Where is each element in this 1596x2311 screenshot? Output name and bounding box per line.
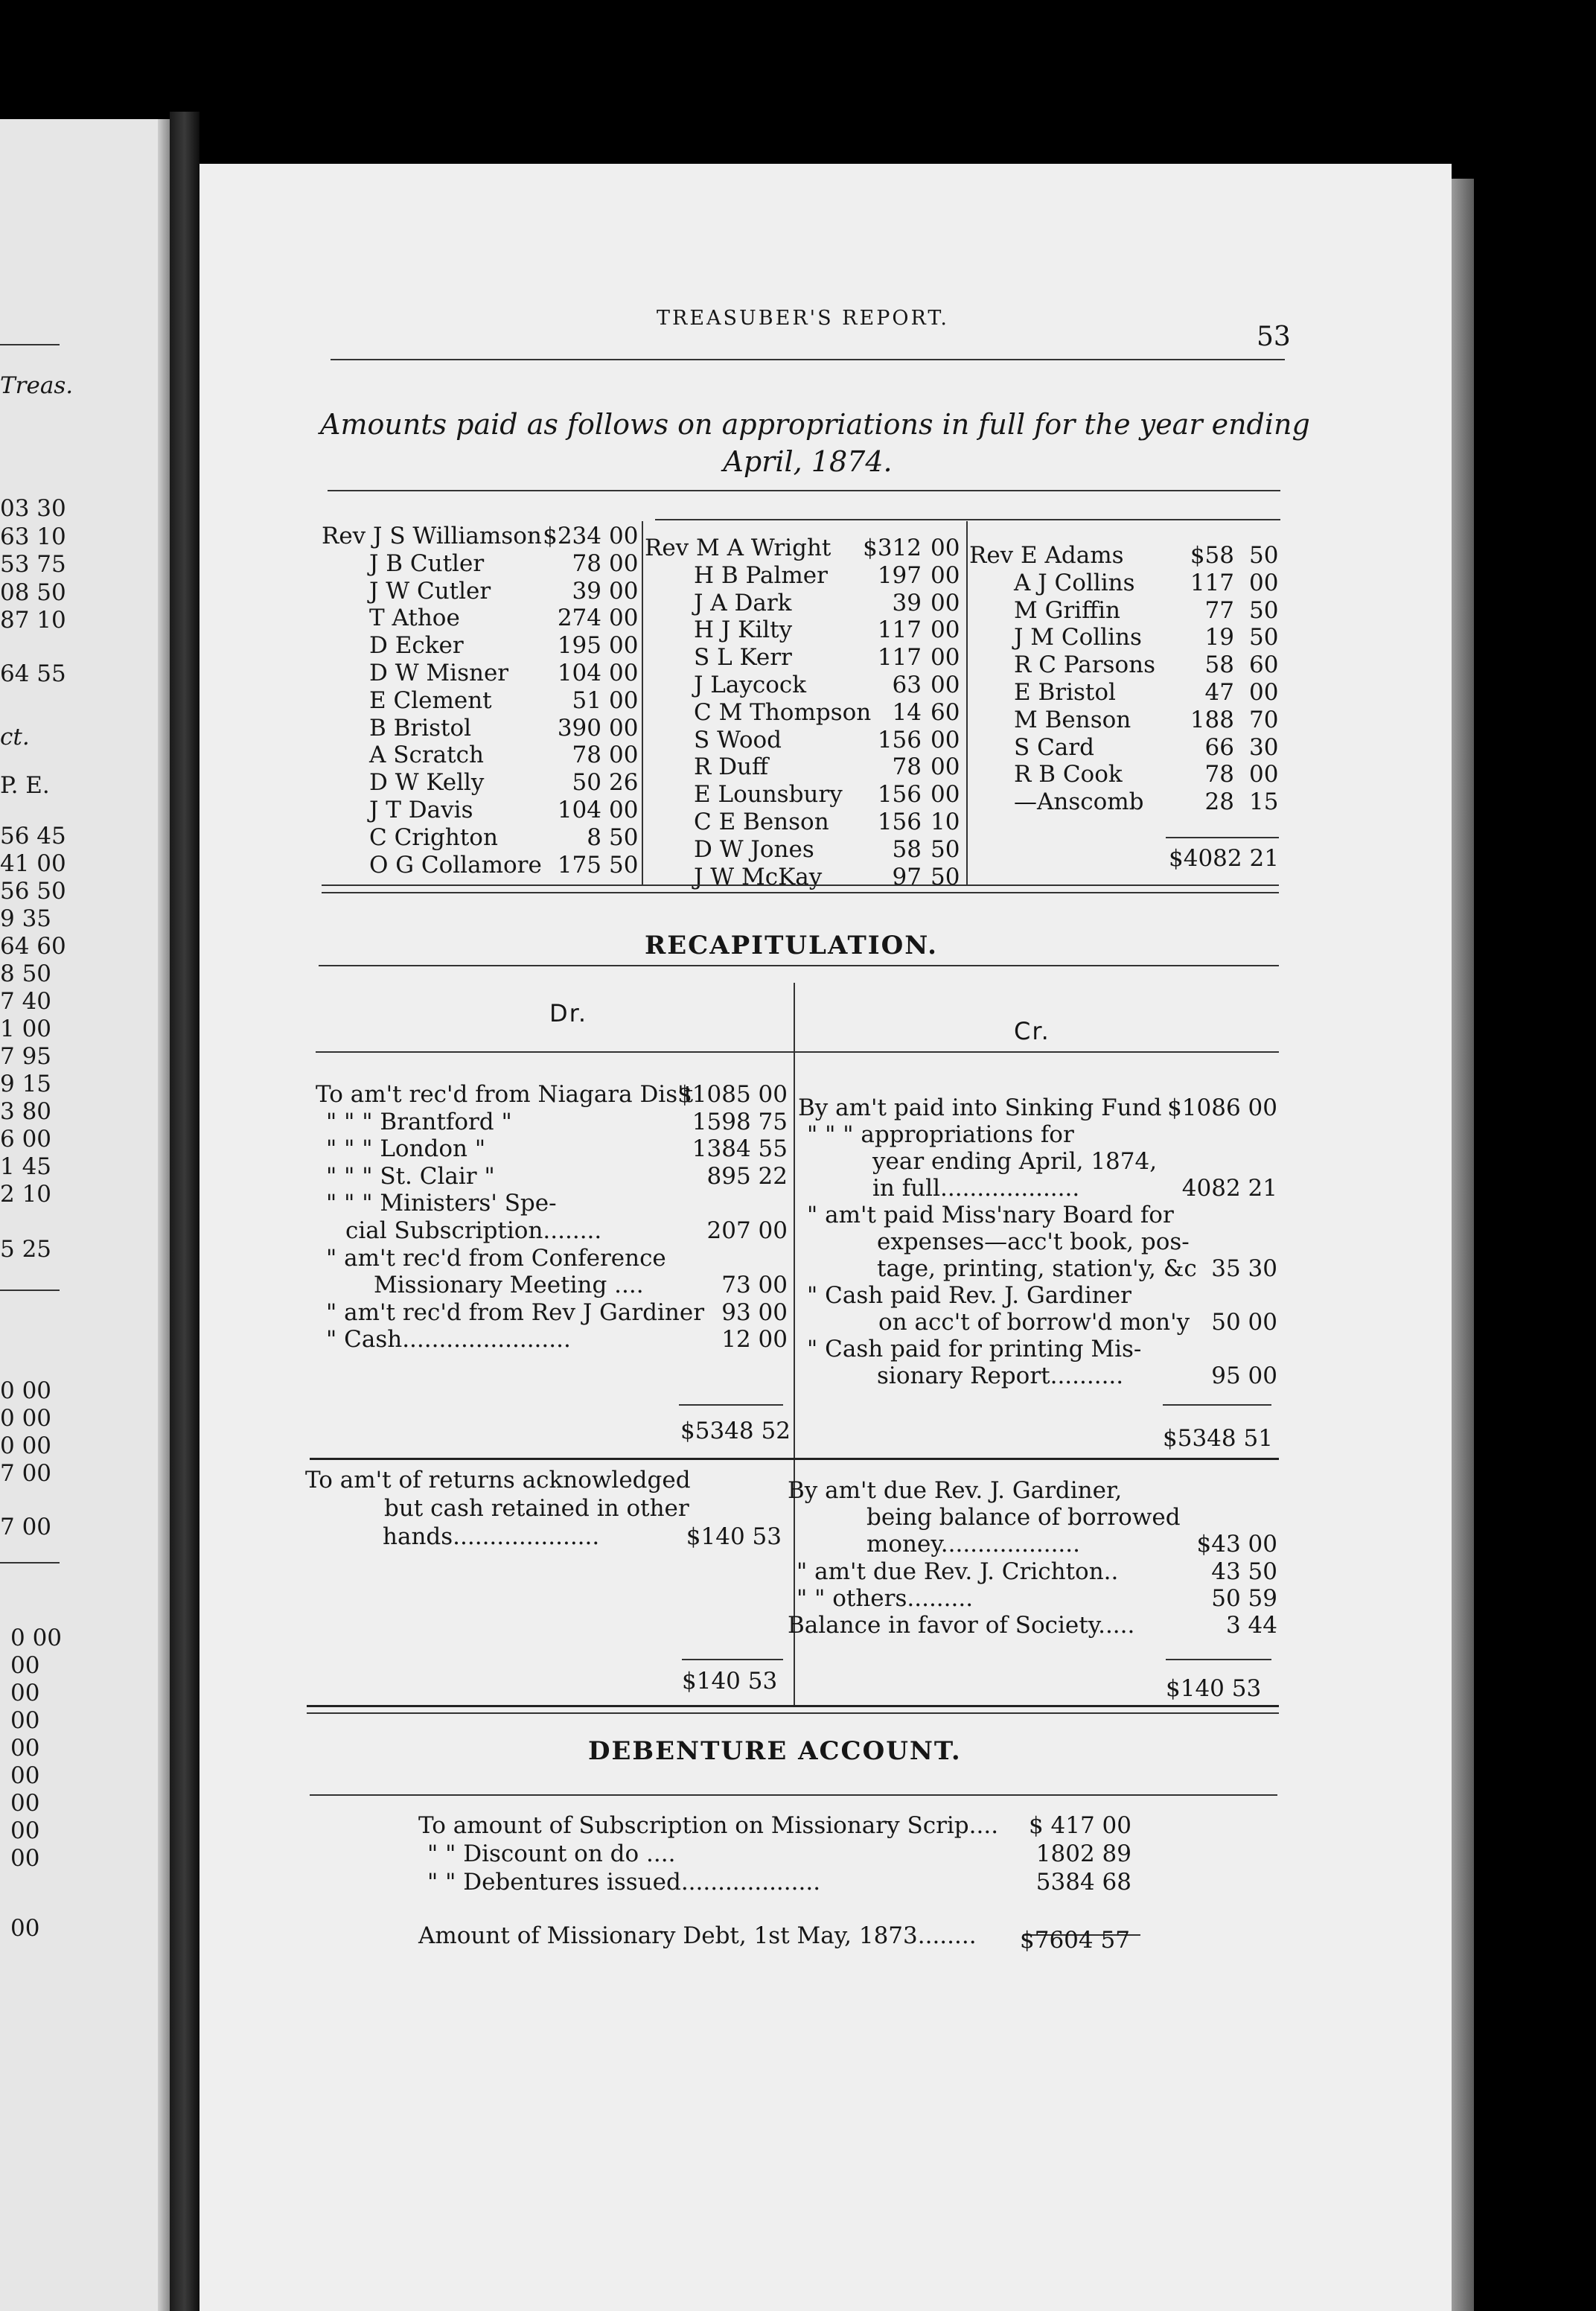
debit-total-rule [679, 1404, 783, 1406]
ledger-entry-amount: 12 00 [721, 1326, 788, 1354]
ledger-entry-text: but cash retained in other [384, 1495, 689, 1522]
caption-line-1: Amounts paid as follows on appropriations in full for the year ending [320, 408, 1310, 441]
ledger-entry-text: " Cash paid Rev. J. Gardiner [807, 1282, 1131, 1309]
appropriation-dollars: 28 [1204, 788, 1234, 816]
debit-balance-total-rule [682, 1659, 783, 1660]
ledger-entry-amount: $140 53 [686, 1523, 782, 1550]
ledger-entry-text: expenses—acc't book, pos- [877, 1228, 1190, 1255]
appropriation-cents: 50 [609, 851, 639, 879]
appropriation-cents: 50 [1249, 624, 1279, 651]
appropriation-cents: 00 [931, 616, 960, 644]
left-page-text: 7 00 [0, 1514, 52, 1540]
left-page-text: 0 00 [0, 1432, 52, 1459]
appropriation-cents: 26 [609, 769, 639, 797]
appropriation-cents: 00 [931, 535, 960, 561]
recap-bottom-rule [307, 1705, 1279, 1707]
column-divider [966, 521, 968, 886]
ledger-entry-text: " Cash paid for printing Mis- [807, 1336, 1142, 1362]
appropriation-cents: 50 [1249, 542, 1279, 569]
column-divider [642, 521, 643, 886]
appropriation-cents: 00 [609, 577, 639, 605]
appropriation-name: S L Kerr [694, 644, 792, 672]
ledger-entry-amount: 1802 89 [1035, 1840, 1131, 1867]
appropriation-name: M Griffin [1014, 596, 1120, 624]
ledger-entry-text: " am't due Rev. J. Crichton.. [797, 1558, 1119, 1585]
appropriation-dollars: 50 [572, 769, 601, 797]
ledger-entry-amount: 4082 21 [1181, 1175, 1277, 1202]
appropriation-cents: 00 [609, 632, 639, 660]
ledger-entry-text: in full................... [872, 1175, 1080, 1202]
appropriation-dollars: 51 [572, 686, 601, 714]
appropriation-name: D Ecker [369, 632, 464, 660]
appropriations-total [1169, 845, 1279, 872]
appropriation-name: J T Davis [369, 797, 473, 823]
left-page-text: 1 00 [0, 1016, 52, 1042]
appropriation-name: J B Cutler [369, 549, 485, 577]
recap-header-rule [316, 1051, 1279, 1053]
credit-label: Cr. [1014, 1017, 1050, 1045]
appropriation-cents: 00 [609, 523, 639, 549]
appropriation-name: C M Thompson [694, 698, 872, 726]
appropriation-name: R C Parsons [1014, 651, 1155, 679]
appropriation-dollars: $58 [1190, 542, 1234, 569]
appropriation-name: J W McKay [694, 863, 823, 890]
appropriation-name: D W Kelly [369, 769, 485, 797]
ledger-entry-amount: $1085 00 [677, 1081, 788, 1108]
ledger-entry-text: " " " London " [326, 1135, 486, 1163]
appropriation-name: H B Palmer [694, 561, 828, 589]
ledger-entry-text: " am't paid Miss'nary Board for [807, 1202, 1174, 1228]
total-cents: 21 [1249, 845, 1279, 872]
appropriation-dollars: $312 [863, 535, 922, 561]
appropriation-name: J A Dark [694, 589, 792, 616]
left-page-edge [158, 119, 170, 2311]
ledger-entry-text: " am't rec'd from Conference [326, 1244, 666, 1272]
appropriation-dollars: 78 [1204, 761, 1234, 788]
appropriation-cents: 00 [609, 742, 639, 769]
book-spine [170, 112, 200, 2311]
left-page-text: 00 [10, 1680, 40, 1706]
appropriation-cents: 70 [1249, 706, 1279, 733]
ledger-entry-amount: $43 00 [1196, 1531, 1277, 1558]
appropriation-cents: 50 [609, 823, 639, 851]
appropriation-name: T Athoe [369, 605, 460, 632]
appropriation-dollars: 66 [1204, 733, 1234, 761]
credit-balance-total-rule [1166, 1659, 1271, 1660]
appropriation-cents: 50 [931, 835, 960, 863]
left-page-text: 2 10 [0, 1181, 52, 1208]
appropriation-dollars: 78 [572, 742, 601, 769]
total-rule [1166, 837, 1279, 838]
appropriation-dollars: 390 [557, 714, 601, 742]
left-page-text: 0 00 [0, 1405, 52, 1432]
debit-balance-total: $140 53 [682, 1668, 778, 1695]
left-page-text: 87 10 [0, 607, 66, 634]
appropriation-cents: 00 [1249, 679, 1279, 706]
appropriation-dollars: 117 [877, 644, 922, 672]
appropriation-dollars: 117 [1190, 569, 1234, 596]
appropriation-dollars: 156 [877, 726, 922, 753]
ledger-entry-amount: 3 44 [1225, 1612, 1277, 1639]
appropriation-dollars: 97 [892, 863, 922, 890]
ledger-entry-text: " " Debentures issued................... [427, 1869, 821, 1896]
appropriation-name: C Crighton [369, 823, 498, 851]
appropriation-cents: 00 [1249, 761, 1279, 788]
ledger-entry-amount: 73 00 [721, 1272, 788, 1299]
debenture-rule [310, 1794, 1277, 1796]
left-page-text: 8 50 [0, 960, 52, 987]
appropriation-cents: 00 [609, 605, 639, 632]
left-page-text: 9 15 [0, 1071, 52, 1097]
ledger-entry-text: " " " Ministers' Spe- [326, 1190, 557, 1217]
appropriation-name: M Benson [1014, 706, 1131, 733]
appropriation-name: S Card [1014, 733, 1094, 761]
left-page-text: 7 95 [0, 1043, 52, 1070]
appropriation-dollars: 117 [877, 616, 922, 644]
appropriation-name: A J Collins [1014, 569, 1135, 596]
appropriation-dollars: 58 [1204, 651, 1234, 679]
ledger-entry-text: " Cash....................... [326, 1326, 571, 1354]
appropriation-dollars: 78 [892, 753, 922, 781]
appropriation-name: J W Cutler [369, 577, 491, 605]
missionary-debt-amount: $7604 57 [1020, 1927, 1130, 1954]
appropriation-name: Rev E Adams [969, 542, 1124, 569]
ledger-entry-text: To am't rec'd from Niagara Dis't [316, 1081, 694, 1108]
appropriation-name: E Lounsbury [694, 781, 843, 809]
left-page-text: 64 60 [0, 933, 66, 960]
appropriation-dollars: 104 [557, 797, 601, 823]
appropriation-dollars: 63 [892, 672, 922, 698]
appropriation-name: O G Collamore [369, 851, 542, 879]
ledger-entry-amount: 1598 75 [692, 1108, 788, 1135]
appropriation-dollars: 39 [572, 577, 601, 605]
left-page-text: 63 10 [0, 523, 66, 550]
appropriation-name: Rev J S Williamson [322, 523, 542, 549]
appropriation-dollars: 274 [557, 605, 601, 632]
appropriation-dollars: 47 [1204, 679, 1234, 706]
left-page-text: 0 00 [10, 1625, 63, 1651]
right-page-edge [1452, 179, 1474, 2311]
appropriation-cents: 50 [1249, 596, 1279, 624]
ledger-entry-amount: 43 50 [1211, 1558, 1277, 1585]
left-page-text: 53 75 [0, 551, 66, 578]
left-page-text: 56 45 [0, 823, 66, 850]
left-page-text: 7 40 [0, 988, 52, 1015]
left-page-rule [0, 344, 60, 345]
recap-top-rule [319, 965, 1279, 966]
recap-title: RECAPITULATION. [645, 931, 939, 960]
ledger-entry-amount: 35 30 [1211, 1255, 1277, 1282]
appropriation-dollars: 104 [557, 660, 601, 686]
appropriation-cents: 50 [931, 863, 960, 890]
appropriation-cents: 00 [931, 672, 960, 698]
appropriation-cents: 00 [931, 753, 960, 781]
credit-total: $5348 51 [1163, 1425, 1273, 1452]
appropriation-dollars: 156 [877, 809, 922, 835]
appropriation-name: D W Misner [369, 660, 509, 686]
ledger-entry-text: Balance in favor of Society..... [788, 1612, 1135, 1639]
appropriation-cents: 00 [609, 797, 639, 823]
appropriation-cents: 10 [931, 809, 960, 835]
ledger-entry-text: on acc't of borrow'd mon'y [878, 1309, 1190, 1336]
debenture-title: DEBENTURE ACCOUNT. [588, 1736, 962, 1766]
ledger-entry-text: sionary Report.......... [877, 1362, 1124, 1389]
appropriation-cents: 00 [931, 589, 960, 616]
appropriation-name: E Clement [369, 686, 492, 714]
ledger-entry-text: tage, printing, station'y, &c [877, 1255, 1197, 1282]
appropriation-cents: 60 [931, 698, 960, 726]
debit-total: $5348 52 [680, 1418, 791, 1444]
ledger-entry-amount: 895 22 [706, 1162, 788, 1190]
left-page-text: 00 [10, 1817, 40, 1844]
appropriation-name: E Bristol [1014, 679, 1116, 706]
debit-label: Dr. [549, 999, 588, 1027]
appropriation-name: J M Collins [1014, 624, 1142, 651]
running-title: TREASUBER'S REPORT. [657, 307, 949, 330]
appropriation-name: J Laycock [694, 672, 807, 698]
caption-line-2: April, 1874. [723, 445, 893, 478]
ledger-entry-amount: 95 00 [1211, 1362, 1277, 1389]
recap-divider [794, 983, 795, 1705]
header-rule [331, 359, 1285, 360]
appropriation-cents: 15 [1249, 788, 1279, 816]
appropriation-cents: 00 [931, 781, 960, 809]
appropriation-cents: 00 [609, 686, 639, 714]
ledger-entry-text: " " Discount on do .... [427, 1840, 676, 1867]
ledger-entry-amount: 207 00 [706, 1217, 788, 1244]
appropriation-dollars: 175 [557, 851, 601, 879]
appropriation-cents: 00 [609, 714, 639, 742]
left-page-text: 7 00 [0, 1460, 52, 1487]
ledger-entry-amount: $ 417 00 [1028, 1812, 1131, 1839]
left-page-text: 0 00 [0, 1377, 52, 1404]
left-page-text: 64 55 [0, 660, 66, 687]
left-page-text: 00 [10, 1762, 40, 1789]
left-page-text: 41 00 [0, 850, 66, 877]
appropriation-dollars: 197 [877, 561, 922, 589]
ledger-entry-text: hands.................... [383, 1523, 600, 1550]
appropriation-name: D W Jones [694, 835, 814, 863]
table-bottom-rule [322, 884, 1279, 886]
ledger-entry-text: money................... [866, 1531, 1080, 1558]
appropriation-name: B Bristol [369, 714, 472, 742]
ledger-entry-text: " " " appropriations for [807, 1121, 1074, 1148]
appropriation-name: S Wood [694, 726, 782, 753]
appropriation-name: C E Benson [694, 809, 829, 835]
ledger-entry-text: To amount of Subscription on Missionary Scrip.... [418, 1812, 999, 1839]
left-page-text: 03 30 [0, 495, 66, 522]
ledger-entry-text: " " " Brantford " [326, 1108, 512, 1135]
appropriation-cents: 00 [931, 726, 960, 753]
ledger-entry-text: Missionary Meeting .... [374, 1272, 644, 1299]
left-page-text: 3 80 [0, 1098, 52, 1125]
appropriation-dollars: 195 [557, 632, 601, 660]
left-page-text: 00 [10, 1790, 40, 1817]
left-facing-page [0, 119, 170, 2311]
total-dollars: $4082 [1169, 845, 1242, 872]
appropriation-cents: 00 [931, 644, 960, 672]
left-page-text: 9 35 [0, 905, 52, 932]
appropriation-dollars: 14 [892, 698, 922, 726]
appropriation-dollars: 156 [877, 781, 922, 809]
ledger-entry-text: By am't paid into Sinking Fund [798, 1094, 1162, 1121]
appropriation-cents: 60 [1249, 651, 1279, 679]
ledger-entry-text: " " " St. Clair " [326, 1162, 495, 1190]
left-page-text: ct. [0, 724, 30, 750]
ledger-entry-text: By am't due Rev. J. Gardiner, [788, 1477, 1123, 1504]
left-page-text: 00 [10, 1845, 40, 1872]
appropriation-dollars: 19 [1204, 624, 1234, 651]
appropriation-dollars: 77 [1204, 596, 1234, 624]
left-page-text: 6 00 [0, 1126, 52, 1153]
ledger-entry-amount: 5384 68 [1035, 1869, 1131, 1896]
table-top-rule [655, 519, 1280, 520]
ledger-entry-text: " " others......... [797, 1584, 974, 1612]
appropriation-name: R Duff [694, 753, 769, 781]
appropriation-dollars: 39 [892, 589, 922, 616]
appropriation-name: A Scratch [369, 742, 484, 769]
appropriation-dollars: $234 [543, 523, 601, 549]
appropriation-dollars: 8 [587, 823, 601, 851]
recap-mid-rule [310, 1458, 1279, 1460]
ledger-entry-text: To am't of returns acknowledged [305, 1467, 691, 1494]
appropriation-dollars: 58 [892, 835, 922, 863]
ledger-entry-text: cial Subscription........ [345, 1217, 602, 1244]
caption-rule [328, 490, 1280, 491]
left-page-text: P. E. [0, 772, 50, 799]
appropriation-name: —Anscomb [1014, 788, 1144, 816]
left-page-text: 08 50 [0, 579, 66, 606]
left-page-text: 00 [10, 1735, 40, 1762]
ledger-entry-amount: 93 00 [721, 1298, 788, 1326]
credit-balance-total: $140 53 [1166, 1675, 1262, 1702]
left-page-text: 00 [10, 1707, 40, 1734]
appropriation-name: R B Cook [1014, 761, 1123, 788]
left-page-rule [0, 1290, 60, 1291]
appropriation-cents: 30 [1249, 733, 1279, 761]
left-page-text: 00 [10, 1652, 40, 1679]
ledger-entry-text: " am't rec'd from Rev J Gardiner [326, 1298, 705, 1326]
credit-total-rule [1163, 1404, 1271, 1406]
ledger-entry-amount: $1086 00 [1167, 1094, 1277, 1121]
ledger-entry-text: year ending April, 1874, [872, 1148, 1158, 1175]
left-page-text: Treas. [0, 372, 74, 399]
ledger-entry-amount: 50 00 [1211, 1309, 1277, 1336]
recap-bottom-rule-2 [307, 1712, 1279, 1714]
table-bottom-rule-2 [322, 892, 1279, 893]
appropriation-cents: 00 [609, 549, 639, 577]
left-page-text: 56 50 [0, 878, 66, 905]
appropriation-name: H J Kilty [694, 616, 793, 644]
missionary-debt-label: Amount of Missionary Debt, 1st May, 1873........ [418, 1922, 977, 1949]
page-number: 53 [1257, 322, 1291, 352]
appropriation-cents: 00 [1249, 569, 1279, 596]
ledger-entry-text: being balance of borrowed [866, 1504, 1181, 1531]
appropriation-dollars: 188 [1190, 706, 1234, 733]
appropriation-cents: 00 [931, 561, 960, 589]
appropriation-dollars: 78 [572, 549, 601, 577]
appropriation-name: Rev M A Wright [645, 535, 831, 561]
ledger-entry-amount: 1384 55 [692, 1135, 788, 1163]
left-page-rule [0, 1562, 60, 1563]
left-page-text: 00 [10, 1915, 40, 1942]
ledger-entry-amount: 50 59 [1211, 1584, 1277, 1612]
left-page-text: 5 25 [0, 1236, 52, 1263]
appropriation-cents: 00 [609, 660, 639, 686]
left-page-text: 1 45 [0, 1153, 52, 1180]
